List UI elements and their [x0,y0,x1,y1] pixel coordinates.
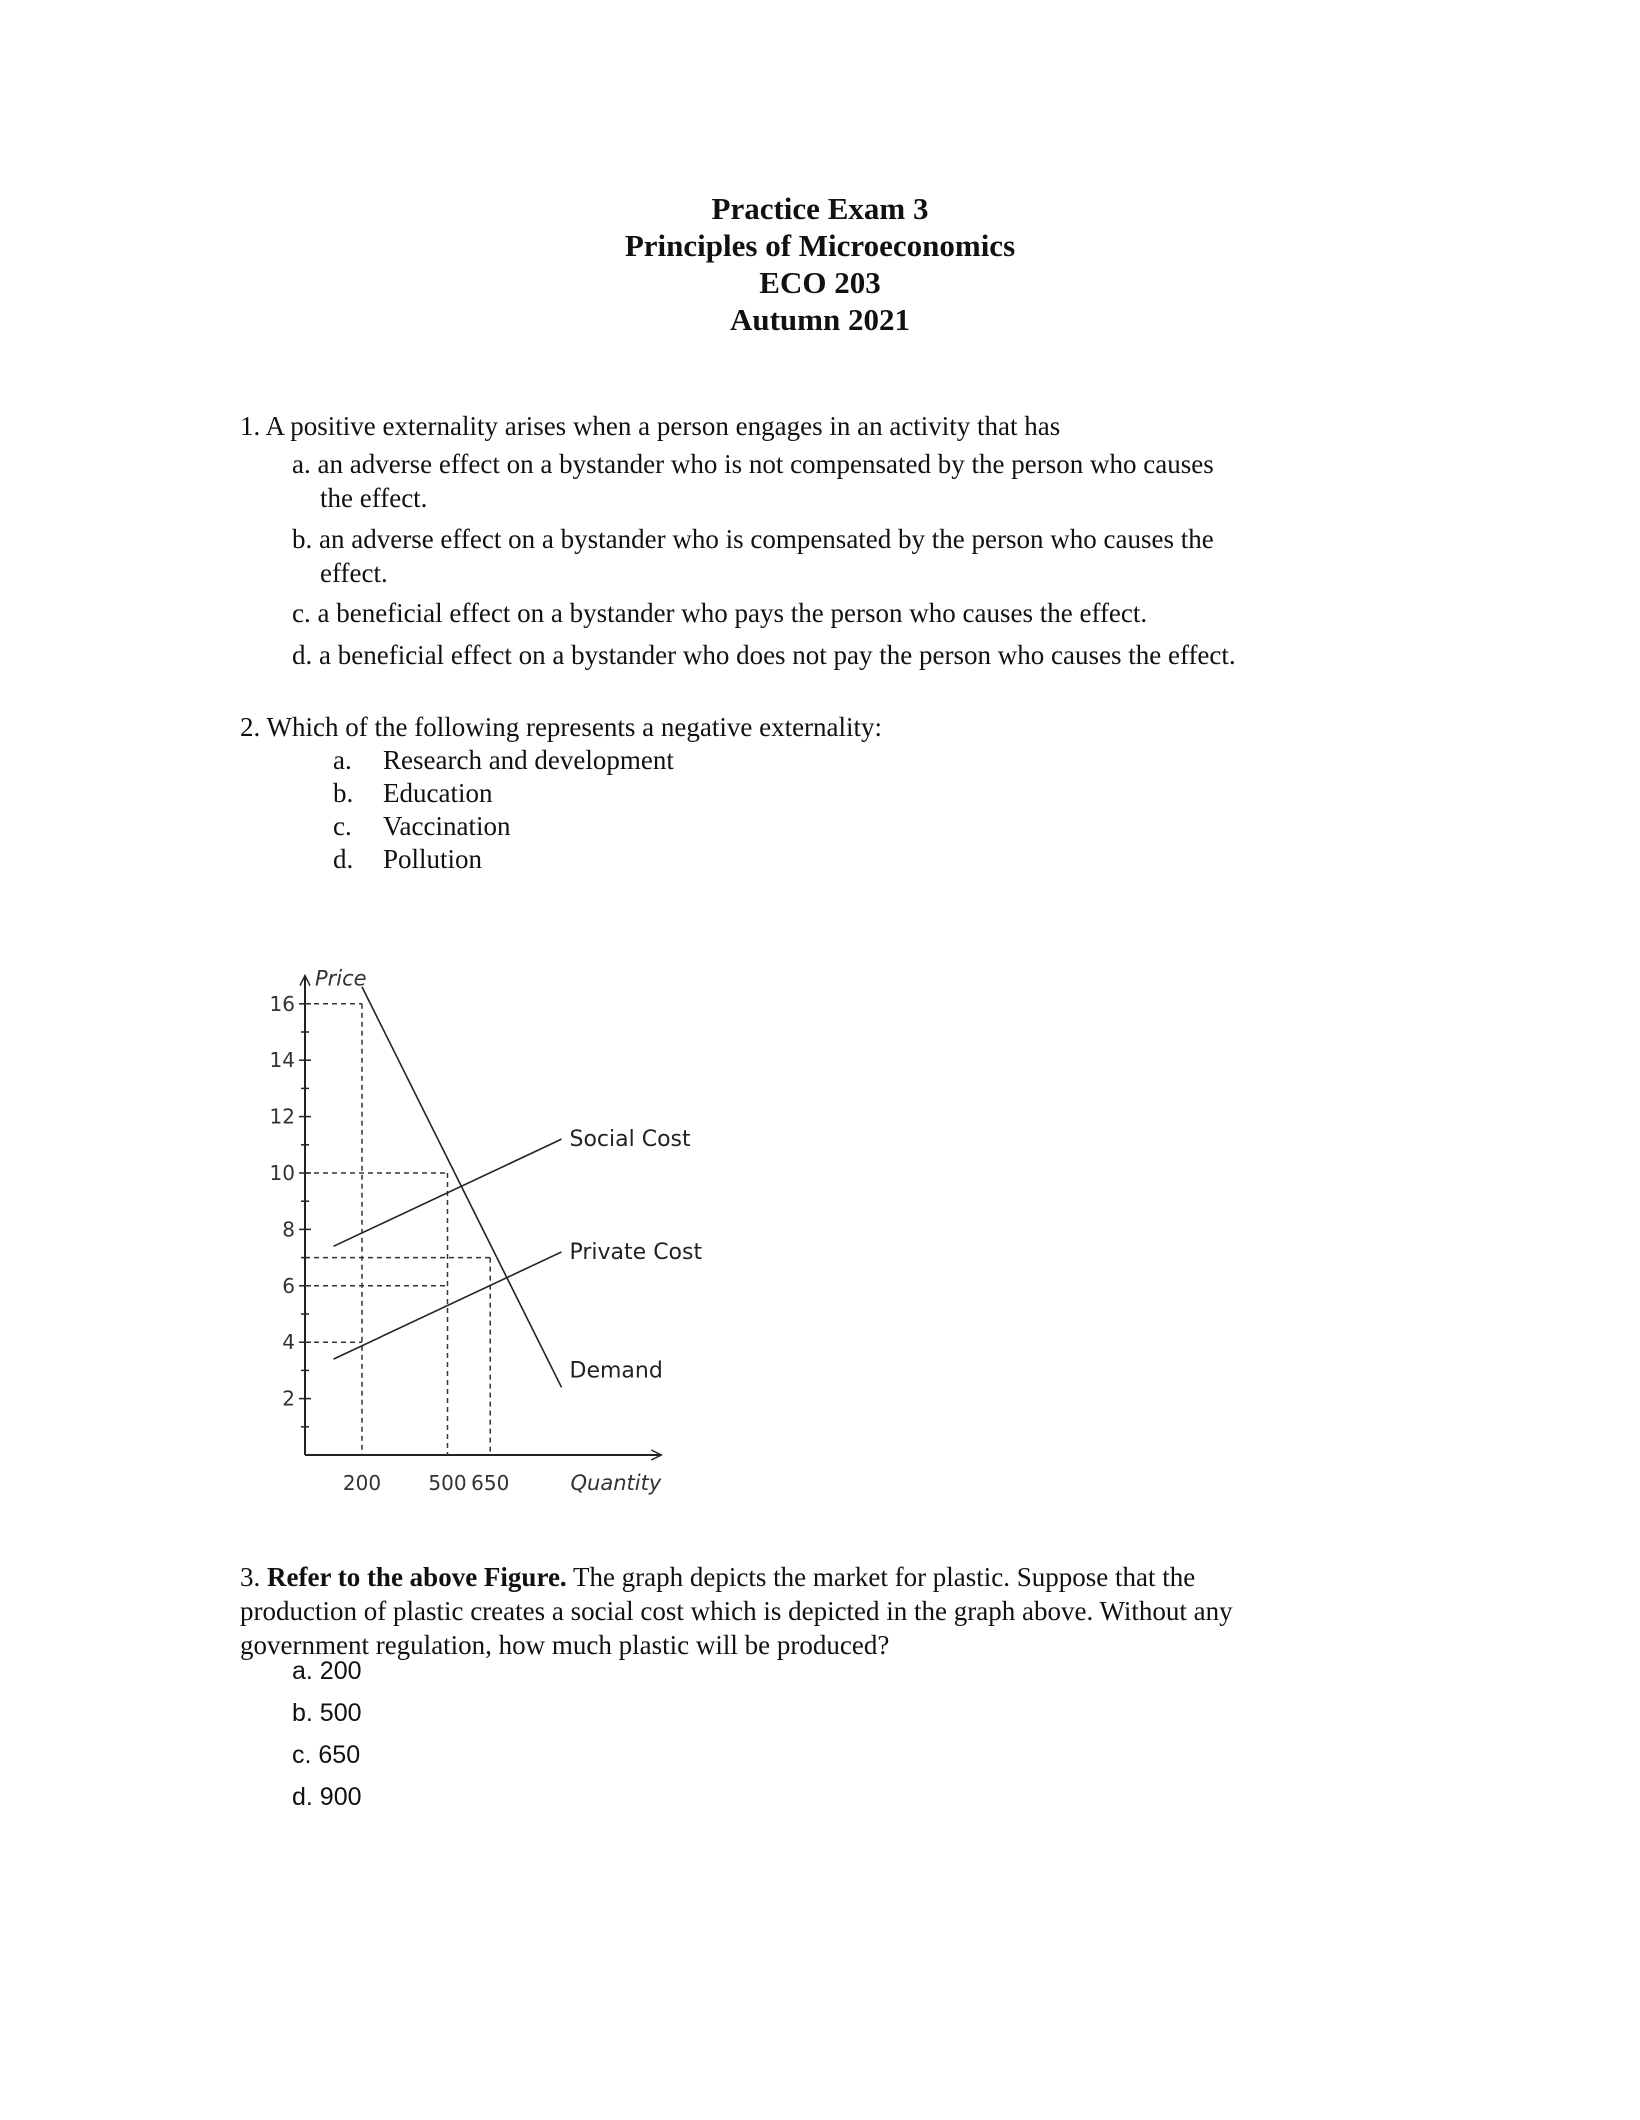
q1-option-a-line2: the effect. [320,483,428,513]
q1-option-b-line1: b. an adverse effect on a bystander who is compensated by the person who causes the [292,524,1214,554]
q2-option-c-letter: c. [333,811,352,841]
externality-chart [255,935,875,1515]
q1-option-b-line2: effect. [320,558,388,588]
y-tick-label: 6 [282,1273,295,1298]
q2-option-d-letter: d. [333,844,354,874]
y-tick-label: 2 [282,1386,295,1411]
q3-option-c: c. 650 [292,1741,361,1769]
y-tick-label: 16 [269,991,295,1016]
q2-option-b-letter: b. [333,778,354,808]
x-tick-label: 650 [471,1471,510,1495]
q1-option-c: c. a beneficial effect on a bystander who pays the person who causes the effect. [292,598,1148,628]
x-tick-label: 500 [428,1471,467,1495]
q2-option-c-text: Vaccination [383,811,511,841]
q3-option-a: a. 200 [292,1657,362,1685]
q2-option-b-text: Education [383,778,493,808]
exam-header [0,190,1640,338]
q2-option-d [333,843,482,876]
q2-option-a-text: Research and development [383,745,674,775]
q3-stem-line2: production of plastic creates a social cost which is depicted in the graph above. Without any [240,1596,1233,1626]
q3-stem [240,1560,1360,1662]
y-tick-label: 12 [269,1104,295,1129]
q2-option-b [333,777,492,810]
q3-option-b: b. 500 [292,1699,362,1727]
series-line-demand [362,987,562,1387]
y-tick-label: 8 [282,1217,295,1242]
q3-number: 3. [240,1562,267,1592]
q2-stem: 2. Which of the following represents a negative externality: [240,712,883,742]
q3-option-d: d. 900 [292,1783,362,1811]
series-label: Social Cost [569,1127,691,1153]
y-axis-label: Price [315,966,367,991]
y-tick-label: 10 [269,1161,295,1185]
q1-option-b [292,522,1214,590]
q2-option-c [333,810,510,843]
x-axis-label: Quantity [570,1471,662,1495]
q2-option-a [333,744,674,777]
x-tick-label: 200 [342,1471,382,1495]
q2-option-d-text: Pollution [383,844,483,874]
course-name: Principles of Microeconomics [624,228,1016,263]
q1-stem: 1. A positive externality arises when a person engages in an activity that has [240,411,1061,441]
course-code: ECO 203 [759,265,881,300]
q2-option-a-letter: a. [333,745,352,775]
q1-option-a-line1: a. an adverse effect on a bystander who is not compensated by the person who causes [292,449,1214,479]
y-tick-label: 4 [282,1330,295,1355]
series-line-private-cost [334,1252,562,1359]
series-label: Private Cost [569,1239,703,1265]
q1-option-d: d. a beneficial effect on a bystander who does not pay the person who causes the effect. [292,640,1236,670]
term: Autumn 2021 [729,302,910,337]
q3-stem-line3: government regulation, how much plastic will be produced? [240,1630,890,1660]
q1-option-a [292,447,1214,515]
q3-stem-line1-text: The graph depicts the market for plastic. Suppose that the [566,1562,1196,1592]
exam-title: Practice Exam 3 [711,191,929,226]
series-label: Demand [569,1358,663,1384]
q3-figure-reference: Refer to the above Figure. [267,1562,567,1592]
q3-stem-line1 [240,1560,1360,1594]
y-tick-label: 14 [269,1048,295,1073]
